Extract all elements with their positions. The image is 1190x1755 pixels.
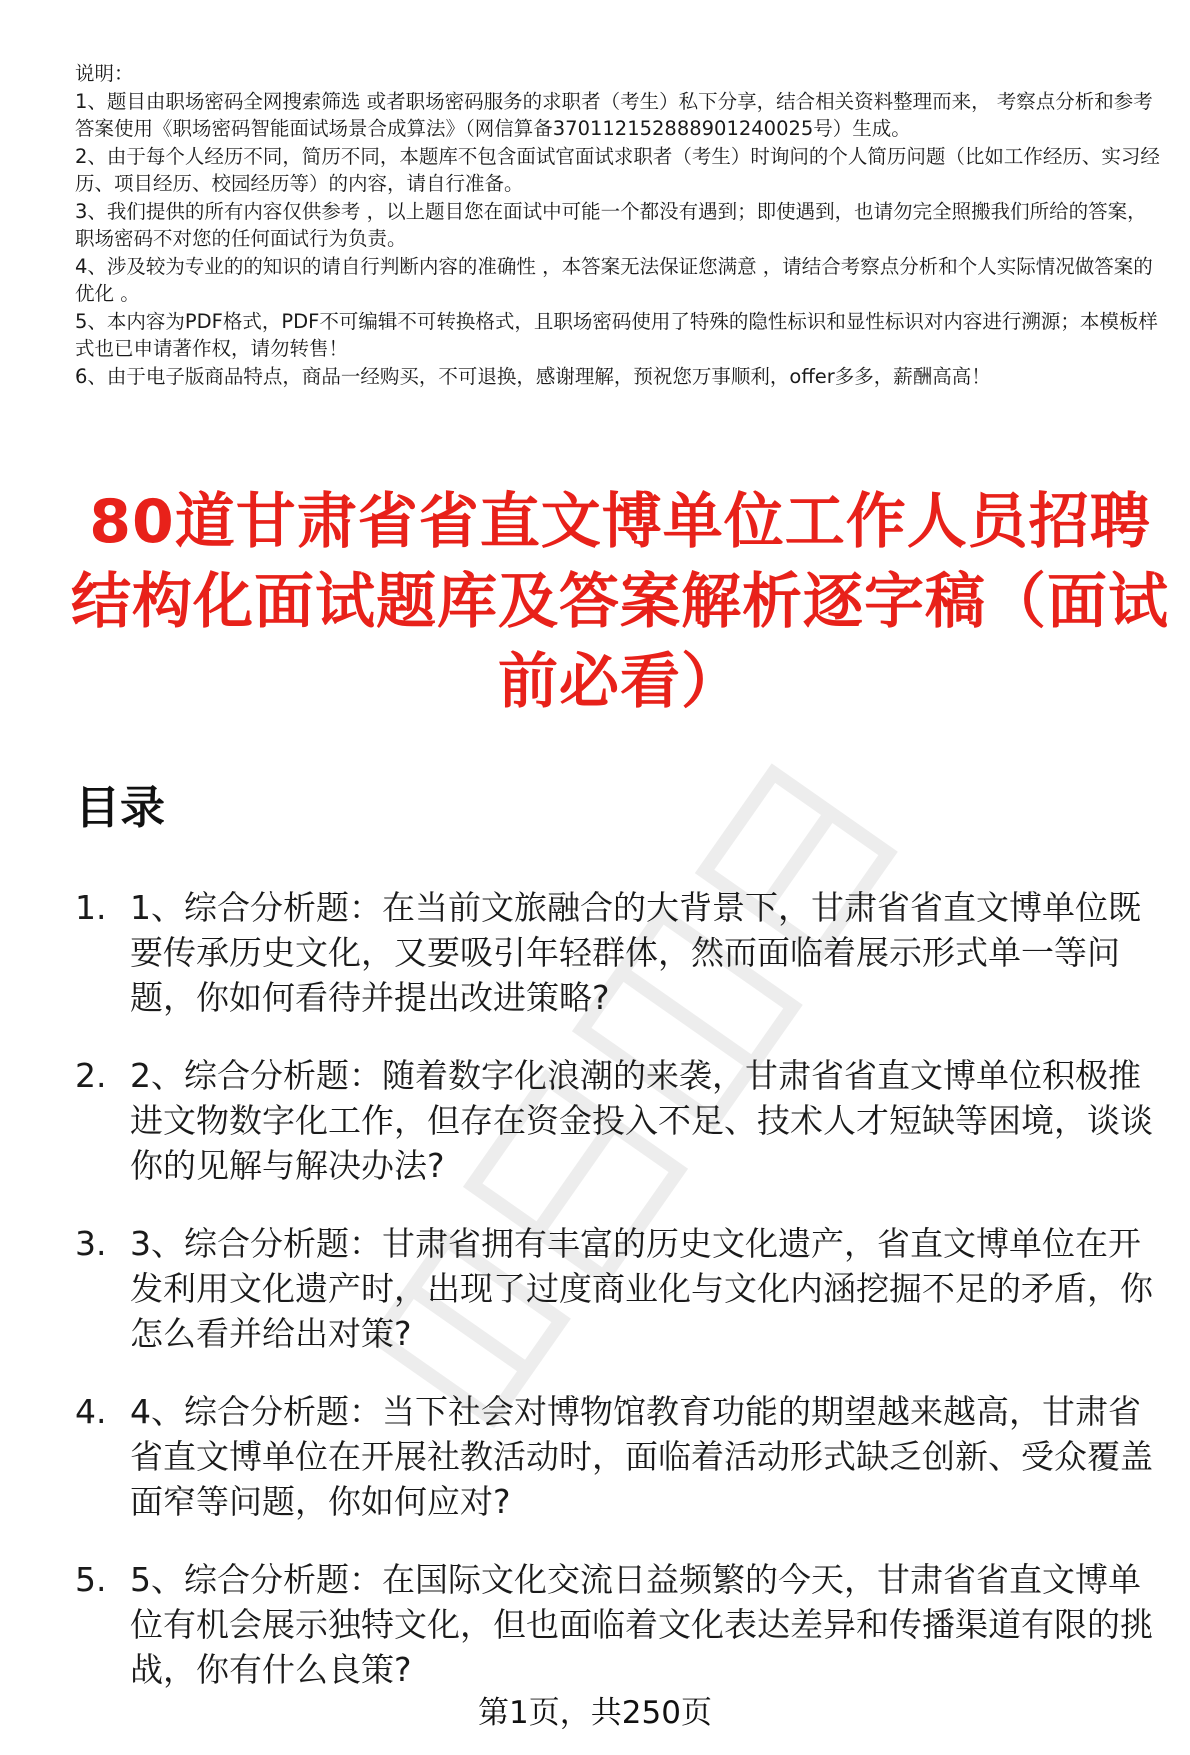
toc-item-text: 1、综合分析题：在当前文旅融合的大背景下，甘肃省省直文博单位既要传承历史文化，又要吸引年轻群体，然而面临着展示形式单一等问题，你如何看待并提出改进策略?	[130, 888, 1141, 1017]
toc-item-text: 4、综合分析题：当下社会对博物馆教育功能的期望越来越高，甘肃省省直文博单位在开展社教活动时，面临着活动形式缺乏创新、受众覆盖面窄等问题，你如何应对?	[130, 1392, 1153, 1521]
document-title: 80道甘肃省省直文博单位工作人员招聘结构化面试题库及答案解析逐字稿（面试前必看）	[71, 487, 1169, 717]
toc-item[interactable]	[75, 1389, 1170, 1524]
toc-item-number: 3.	[75, 1224, 107, 1263]
toc-item-number: 4.	[75, 1392, 107, 1431]
toc-list	[75, 885, 1170, 1725]
toc-item-text: 5、综合分析题：在国际文化交流日益频繁的今天，甘肃省省直文博单位有机会展示独特文化，但也面临着文化表达差异和传播渠道有限的挑战，你有什么良策?	[130, 1560, 1153, 1689]
toc-item[interactable]	[75, 1053, 1170, 1188]
note-item-1: 1、题目由职场密码全网搜索筛选 或者职场密码服务的求职者（考生）私下分享，结合相关资料整理而来， 考察点分析和参考答案使用《职场密码智能面试场景合成算法》（网信算备370112152888901240025号）生成。	[75, 89, 1153, 140]
toc-item-text: 3、综合分析题：甘肃省拥有丰富的历史文化遗产，省直文博单位在开发利用文化遗产时，出现了过度商业化与文化内涵挖掘不足的矛盾，你怎么看并给出对策?	[130, 1224, 1153, 1353]
toc-item-number: 5.	[75, 1560, 107, 1599]
note-item-4: 4、涉及较为专业的的知识的请自行判断内容的准确性 ，本答案无法保证您满意 ，请结合考察点分析和个人实际情况做答案的优化 。	[75, 254, 1153, 305]
toc-item[interactable]	[75, 885, 1170, 1020]
note-item-5: 5、本内容为PDF格式，PDF不可编辑不可转换格式，且职场密码使用了特殊的隐性标识和显性标识对内容进行溯源；本模板样式也已申请著作权，请勿转售！	[75, 309, 1158, 360]
toc-item[interactable]	[75, 1557, 1170, 1692]
toc-item[interactable]	[75, 1221, 1170, 1356]
note-item-2: 2、由于每个人经历不同，简历不同，本题库不包含面试官面试求职者（考生）时询问的个人简历问题（比如工作经历、实习经历、项目经历、校园经历等）的内容，请自行准备。	[75, 144, 1160, 195]
note-item-3: 3、我们提供的所有内容仅供参考 ，以上题目您在面试中可能一个都没有遇到；即使遇到，也请勿完全照搬我们所给的答案，职场密码不对您的任何面试行为负责。	[75, 199, 1147, 250]
notes-heading: 说明：	[75, 62, 134, 85]
toc-item-number: 2.	[75, 1056, 107, 1095]
page-footer: 第1页，共250页	[478, 1695, 712, 1731]
note-item-6: 6、由于电子版商品特点，商品一经购买，不可退换，感谢理解，预祝您万事顺利，offer多多，薪酬高高！	[75, 364, 991, 388]
notes-section	[75, 60, 1163, 390]
toc-item-text: 2、综合分析题：随着数字化浪潮的来袭，甘肃省省直文博单位积极推进文物数字化工作，但存在资金投入不足、技术人才短缺等困境，谈谈你的见解与解决办法?	[130, 1056, 1153, 1185]
toc-item-number: 1.	[75, 888, 107, 927]
toc-heading: 目录	[75, 781, 166, 834]
